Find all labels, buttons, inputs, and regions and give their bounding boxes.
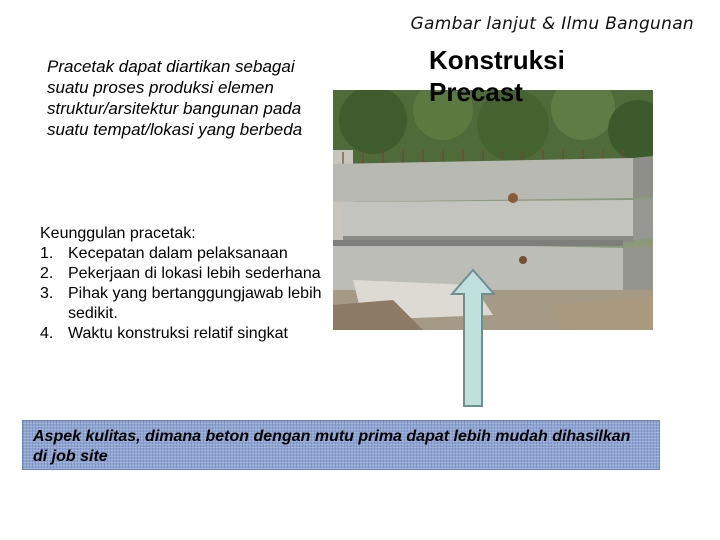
list-item: [40, 324, 330, 344]
list-item-text: Pihak yang bertanggungjawab lebih sedikit.: [68, 285, 322, 322]
list-item: [40, 244, 330, 264]
quality-note-text: Aspek kulitas, dimana beton dengan mutu prima dapat lebih mudah dihasilkan di job site: [33, 428, 631, 465]
advantages-section: [40, 224, 330, 344]
list-item-number: 2.: [40, 265, 54, 282]
up-arrow-icon: [450, 268, 496, 408]
advantages-heading: Keunggulan pracetak:: [40, 225, 196, 242]
quality-note-box: [22, 420, 660, 470]
photo-title-line-2: Precast: [429, 77, 523, 107]
list-item-number: 3.: [40, 285, 54, 302]
list-item: [40, 264, 330, 284]
photo-title: [429, 44, 649, 108]
definition-text: Pracetak dapat diartikan sebagai suatu proses produksi elemen struktur/arsitektur bangunan pada suatu tempat/lokasi yang berbeda: [47, 57, 303, 139]
list-item-text: Waktu konstruksi relatif singkat: [68, 325, 288, 342]
list-item-number: 1.: [40, 245, 54, 262]
slide-header-title: Gambar lanjut & Ilmu Bangunan: [410, 14, 694, 34]
list-item-text: Kecepatan dalam pelaksanaan: [68, 245, 288, 262]
list-item-number: 4.: [40, 325, 54, 342]
list-item-text: Pekerjaan di lokasi lebih sederhana: [68, 265, 321, 282]
photo-title-line-1: Konstruksi: [429, 45, 565, 75]
advantages-list: [40, 244, 330, 344]
list-item: [40, 284, 330, 324]
